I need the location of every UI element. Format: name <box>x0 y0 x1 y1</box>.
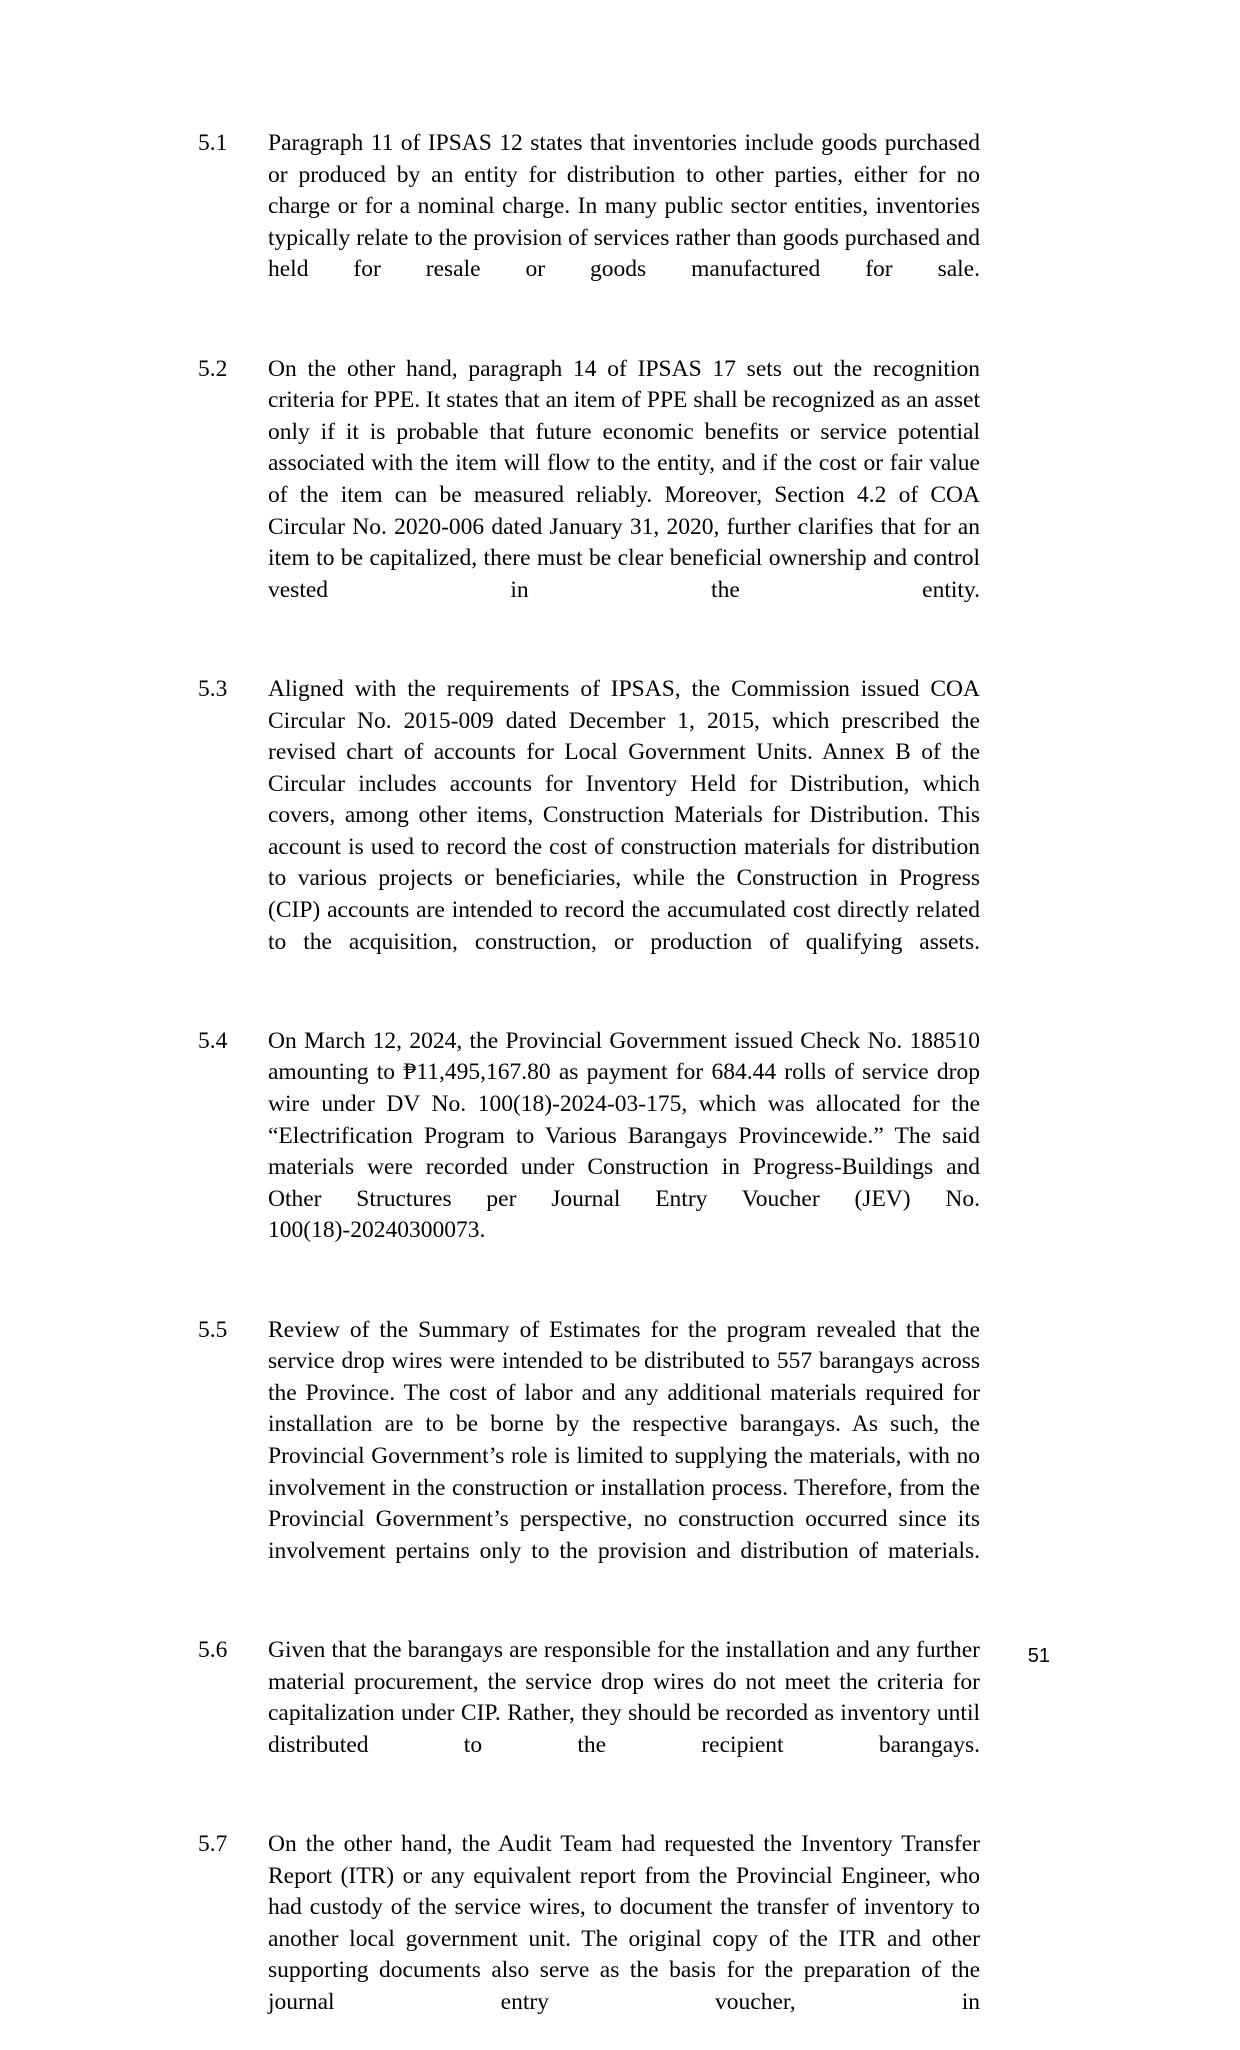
paragraph-text: On the other hand, the Audit Team had requested the Inventory Transfer Report (ITR) or any equivalent report from the Provincial Engineer, who had custody of the service wires, to document the transfer of inventory to another local government unit. The original copy of the ITR and other supporting documents also serve as the basis for the preparation of the journal entry voucher, in <box>268 1830 980 2015</box>
paragraph-number: 5.5 <box>198 1316 228 1343</box>
paragraph-5-5 <box>190 1315 980 1599</box>
paragraph-5-3 <box>190 674 980 990</box>
paragraph-5-6 <box>190 1635 980 1793</box>
paragraph-text: On March 12, 2024, the Provincial Government issued Check No. 188510 amounting to ₱11,495,167.80 as payment for 684.44 rolls of service drop wire under DV No. 100(18)-2024-03-175, which was allocated for the “Electrification Program to Various Barangays Provincewide.” The said materials were recorded under Construction in Progress-Buildings and Other Structures per Journal Entry Voucher (JEV) No. 100(18)-20240300073. <box>268 1027 980 1244</box>
paragraph-number: 5.1 <box>198 130 228 156</box>
paragraph-number: 5.4 <box>198 1027 228 1054</box>
document-body <box>190 128 980 2050</box>
page-number: 51 <box>1027 1645 1050 1667</box>
paragraph-text: Review of the Summary of Estimates for the program revealed that the service drop wires were intended to be distributed to 557 barangays across the Province. The cost of labor and any additional materials required for installation are to be borne by the respective barangays. As such, the Provincial Government’s role is limited to supplying the materials, with no involvement in the construction or installation process. Therefore, from the Provincial Government’s perspective, no construction occurred since its involvement pertains only to the provision and distribution of materials. <box>268 1316 980 1564</box>
paragraph-text: Paragraph 11 of IPSAS 12 states that inventories include goods purchased or produced by an entity for distribution to other parties, either for no charge or for a nominal charge. In many public sector entities, inventories typically relate to the provision of services rather than goods purchased and held for resale or goods manufactured for sale. <box>268 130 980 283</box>
paragraph-number: 5.3 <box>198 675 228 702</box>
paragraph-5-1 <box>190 128 980 318</box>
paragraph-5-7 <box>190 1829 980 2050</box>
paragraph-text: On the other hand, paragraph 14 of IPSAS 17 sets out the recognition criteria for PPE. It states that an item of PPE shall be recognized as an asset only if it is probable that future economic benefits or service potential associated with the item will flow to the entity, and if the cost or fair value of the item can be measured reliably. Moreover, Section 4.2 of COA Circular No. 2020-006 dated January 31, 2020, further clarifies that for an item to be capitalized, there must be clear beneficial ownership and control vested in the entity. <box>268 355 980 603</box>
paragraph-text: Given that the barangays are responsible for the installation and any further material procurement, the service drop wires do not meet the criteria for capitalization under CIP. Rather, they should be recorded as inventory until distributed to the recipient barangays. <box>268 1636 980 1758</box>
paragraph-text: Aligned with the requirements of IPSAS, the Commission issued COA Circular No. 2015-009 dated December 1, 2015, which prescribed the revised chart of accounts for Local Government Units. Annex B of the Circular includes accounts for Inventory Held for Distribution, which covers, among other items, Construction Materials for Distribution. This account is used to record the cost of construction materials for distribution to various projects or beneficiaries, while the Construction in Progress (CIP) accounts are intended to record the accumulated cost directly related to the acquisition, construction, or production of qualifying assets. <box>268 675 980 955</box>
paragraph-5-2 <box>190 354 980 638</box>
paragraph-number: 5.2 <box>198 355 228 382</box>
paragraph-5-4 <box>190 1026 980 1279</box>
paragraph-number: 5.7 <box>198 1830 228 1857</box>
paragraph-number: 5.6 <box>198 1636 228 1663</box>
